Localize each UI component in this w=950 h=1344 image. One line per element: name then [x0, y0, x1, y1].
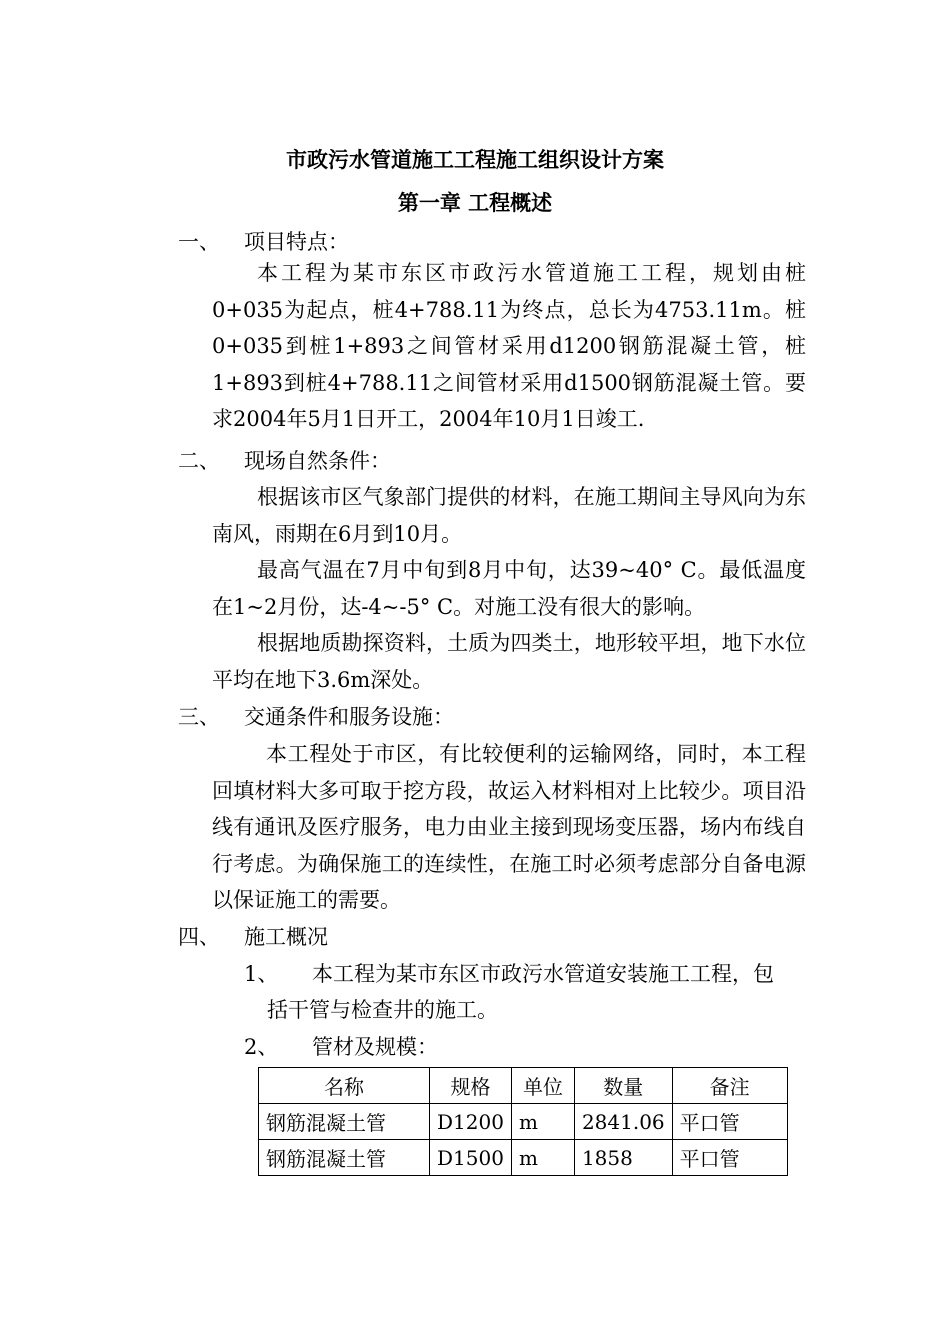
table-cell: 钢筋混凝土管: [259, 1104, 430, 1140]
section-number: 四、: [178, 925, 220, 949]
pipe-spec-table: [258, 1067, 788, 1176]
list-item-text: 管材及规模：: [312, 1035, 438, 1059]
section-number: 一、: [178, 230, 220, 254]
list-item-text-continued: 括干管与检查井的施工。: [267, 998, 498, 1022]
item-number: 2、: [244, 1035, 279, 1059]
paragraph: 最高气温在7月中旬到8月中旬，达39~40° C。最低温度在1~2月份，达-4~-5° C。对施工没有很大的影响。: [212, 558, 806, 619]
header-cell: 备注: [672, 1068, 787, 1104]
section-heading: 项目特点：: [244, 230, 349, 254]
section-number: 三、: [178, 705, 220, 729]
paragraph: 本工程处于市区，有比较便利的运输网络，同时，本工程回填材料大多可取于挖方段，故运入材料相对上比较少。项目沿线有通讯及医疗服务，电力由业主接到现场变压器，场内布线自行考虑。为确保施工的连续性，在施工时必须考虑部分自备电源以保证施工的需要。: [212, 742, 806, 912]
header-cell: 数量: [574, 1068, 672, 1104]
header-cell: 规格: [430, 1068, 512, 1104]
header-cell: 单位: [511, 1068, 574, 1104]
table-row: [259, 1104, 788, 1140]
section-number: 二、: [178, 449, 220, 473]
table-cell: 平口管: [672, 1104, 787, 1140]
table-cell: 2841.06: [574, 1104, 672, 1140]
chapter-heading: 第一章 工程概述: [397, 191, 553, 215]
table-cell: m: [511, 1140, 574, 1176]
table-cell: D1200: [430, 1104, 512, 1140]
list-item-text: 本工程为某市东区市政污水管道安装施工工程，包: [312, 962, 774, 986]
table-row: [259, 1140, 788, 1176]
paragraph: 本工程为某市东区市政污水管道施工工程，规划由桩0+035为起点，桩4+788.11为终点，总长为4753.11m。桩0+035到桩1+893之间管材采用d1200钢筋混凝土管，桩1+893到桩4+788.11之间管材采用d1500钢筋混凝土管。要求2004年5月1日开工，2004年10月1日竣工.: [212, 261, 806, 431]
document-title: 市政污水管道施工工程施工组织设计方案: [286, 148, 664, 172]
section-heading: 施工概况: [244, 925, 328, 949]
paragraph: 根据地质勘探资料，土质为四类土，地形较平坦，地下水位平均在地下3.6m深处。: [212, 631, 806, 692]
section-heading: 现场自然条件：: [244, 449, 391, 473]
table-cell: m: [511, 1104, 574, 1140]
table-header-row: [259, 1068, 788, 1104]
item-number: 1、: [244, 962, 279, 986]
table-cell: 1858: [574, 1140, 672, 1176]
table-cell: 平口管: [672, 1140, 787, 1176]
header-cell: 名称: [259, 1068, 430, 1104]
table-cell: D1500: [430, 1140, 512, 1176]
paragraph: 根据该市区气象部门提供的材料，在施工期间主导风向为东南风，雨期在6月到10月。: [212, 485, 806, 546]
section-heading: 交通条件和服务设施：: [244, 705, 454, 729]
table-cell: 钢筋混凝土管: [259, 1140, 430, 1176]
